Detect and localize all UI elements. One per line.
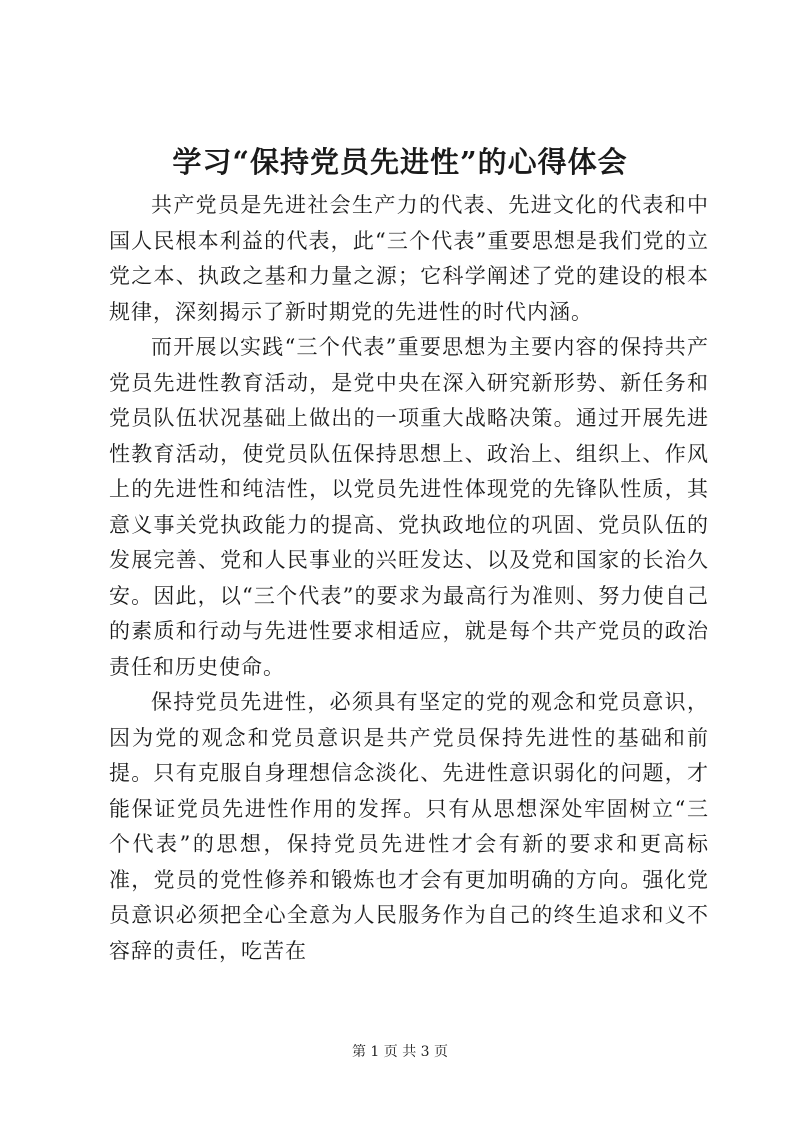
document-body [109,188,709,969]
page-footer: 第 1 页 共 3 页 [351,1044,449,1060]
paragraph-3: 保持党员先进性，必须具有坚定的党的观念和党员意识，因为党的观念和党员意识是共产党员保持先进性的基础和前提。只有克服自身理想信念淡化、先进性意识弱化的问题，才能保证党员先进性作用的发挥。只有从思想深处牢固树立“三个代表”的思想，保持党员先进性才会有新的要求和更高标准，党员的党性修养和锻炼也才会有更加明确的方向。强化党员意识必须把全心全意为人民服务作为自己的终生追求和义不容辞的责任，吃苦在 [109,690,709,963]
paragraph-1: 共产党员是先进社会生产力的代表、先进文化的代表和中国人民根本利益的代表，此“三个代表”重要思想是我们党的立党之本、执政之基和力量之源；它科学阐述了党的建设的根本规律，深刻揭示了新时期党的先进性的时代内涵。 [109,193,709,324]
paragraph-2: 而开展以实践“三个代表”重要思想为主要内容的保持共产党员先进性教育活动，是党中央在深入研究新形势、新任务和党员队伍状况基础上做出的一项重大战略决策。通过开展先进性教育活动，使党员队伍保持思想上、政治上、组织上、作风上的先进性和纯洁性，以党员先进性体现党的先锋队性质，其意义事关党执政能力的提高、党执政地位的巩固、党员队伍的发展完善、党和人民事业的兴旺发达、以及党和国家的长治久安。因此，以“三个代表”的要求为最高行为准则、努力使自己的素质和行动与先进性要求相适应，就是每个共产党员的政治责任和历史使命。 [109,335,709,679]
document-title: 学习“保持党员先进性”的心得体会 [172,145,628,179]
